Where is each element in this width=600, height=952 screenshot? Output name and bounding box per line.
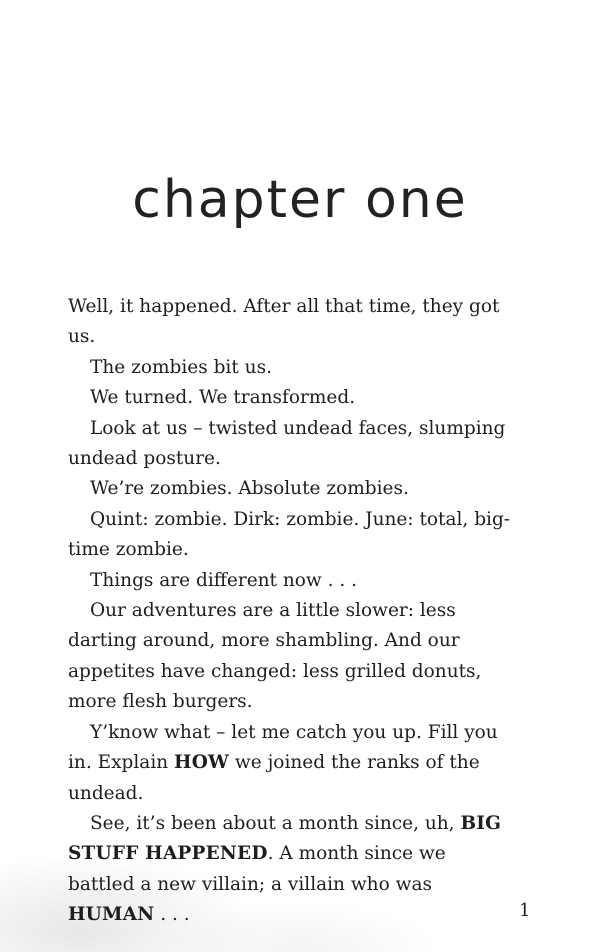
- paragraph-text: Things are different now . . .: [90, 569, 358, 591]
- paragraph-text: Our adventures are a little slower: less darting around, more shambling. And our appetites have changed: less grilled donuts, more flesh burgers.: [68, 600, 482, 713]
- paragraph-text: See, it’s been about a month since, uh,: [90, 812, 461, 834]
- paragraph-text: The zombies bit us.: [90, 356, 272, 378]
- page-number: 1: [519, 900, 531, 921]
- emphasized-text: HUMAN: [68, 904, 155, 926]
- paragraph: [68, 292, 518, 353]
- paragraph-text: Well, it happened. After all that time, they got us.: [68, 296, 500, 348]
- emphasized-text: BIG STUFF HAPPENED: [68, 812, 502, 865]
- chapter-heading: chapter one: [132, 170, 468, 230]
- paragraph-text: . A month since we battled a new villain; a villain who was: [68, 843, 446, 895]
- paragraph-text: Y’know what – let me catch you up. Fill you in. Explain: [68, 721, 498, 774]
- paragraph: [68, 505, 518, 566]
- chapter-body-text: [68, 292, 518, 931]
- emphasized-text: HOW: [174, 752, 230, 774]
- paragraph: [68, 718, 518, 809]
- paragraph: [68, 353, 518, 383]
- paragraph-text: Look at us – twisted undead faces, slumping undead posture.: [68, 417, 506, 470]
- paragraph-text: we joined the ranks of the undead.: [68, 752, 480, 804]
- paragraph-text: Quint: zombie. Dirk: zombie. June: total, big-time zombie.: [68, 508, 511, 561]
- paragraph: [68, 809, 518, 931]
- paragraph-text: We turned. We transformed.: [90, 387, 356, 409]
- paragraph: [68, 383, 518, 413]
- paragraph: [68, 596, 518, 718]
- paragraph: [68, 474, 518, 504]
- paragraph-text: . . .: [154, 904, 190, 926]
- paragraph: [68, 566, 518, 596]
- paragraph-text: We’re zombies. Absolute zombies.: [90, 478, 409, 500]
- paragraph: [68, 414, 518, 475]
